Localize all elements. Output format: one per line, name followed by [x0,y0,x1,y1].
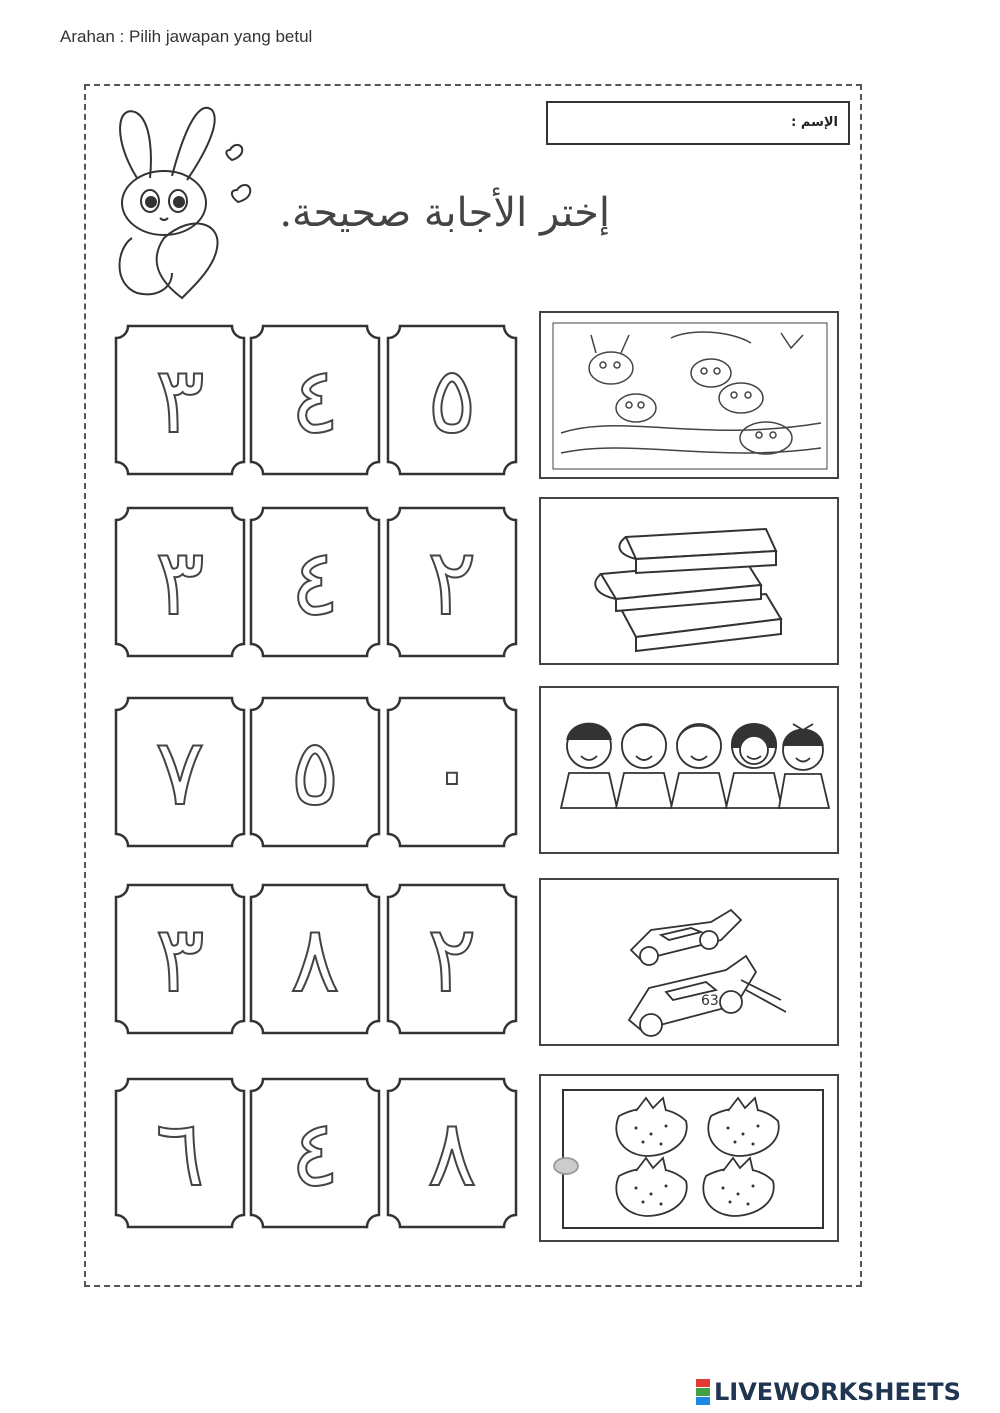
digit-label: ٤ [290,346,340,454]
two-race-cars-picture [539,878,839,1046]
answer-card[interactable] [386,324,518,476]
answer-card[interactable] [249,506,381,658]
digit-label: ٠ [427,718,477,826]
answer-card[interactable] [114,1077,246,1229]
name-field[interactable] [546,101,850,145]
answer-card[interactable] [114,324,246,476]
digit-label: ٢ [427,528,477,636]
answer-card[interactable] [386,1077,518,1229]
four-strawberries-picture [539,1074,839,1242]
digit-label: ٢ [427,905,477,1013]
five-children-picture [539,686,839,854]
digit-label: ٧ [155,718,205,826]
answer-card[interactable] [386,506,518,658]
digit-label: ٦ [155,1099,205,1207]
liveworksheets-logo [696,1378,961,1406]
digit-label: ٣ [155,528,205,636]
answer-card[interactable] [386,696,518,848]
digit-label: ٥ [427,346,477,454]
answer-card[interactable] [249,696,381,848]
digit-label: ٤ [290,1099,340,1207]
bunny-with-heart-illustration [102,98,262,308]
digit-label: ٨ [427,1099,477,1207]
three-books-picture [539,497,839,665]
answer-card[interactable] [114,883,246,1035]
answer-card[interactable] [249,1077,381,1229]
digit-label: ٥ [290,718,340,826]
answer-card[interactable] [114,506,246,658]
answer-card[interactable] [249,883,381,1035]
digit-label: ٣ [155,346,205,454]
answer-card[interactable] [386,883,518,1035]
name-label: الإسم : [791,115,838,130]
worksheet-title: إختر الأجابة صحيحة. [279,190,610,236]
liveworksheets-badge-icon [696,1379,710,1405]
digit-label: ٨ [290,905,340,1013]
svg-text:63: 63 [701,993,719,1009]
answer-card[interactable] [249,324,381,476]
digit-label: ٤ [290,528,340,636]
liveworksheets-brand: LIVEWORKSHEETS [714,1378,961,1406]
answer-card[interactable] [114,696,246,848]
digit-label: ٣ [155,905,205,1013]
five-bunnies-picture [539,311,839,479]
instruction-text: Arahan : Pilih jawapan yang betul [60,27,313,46]
